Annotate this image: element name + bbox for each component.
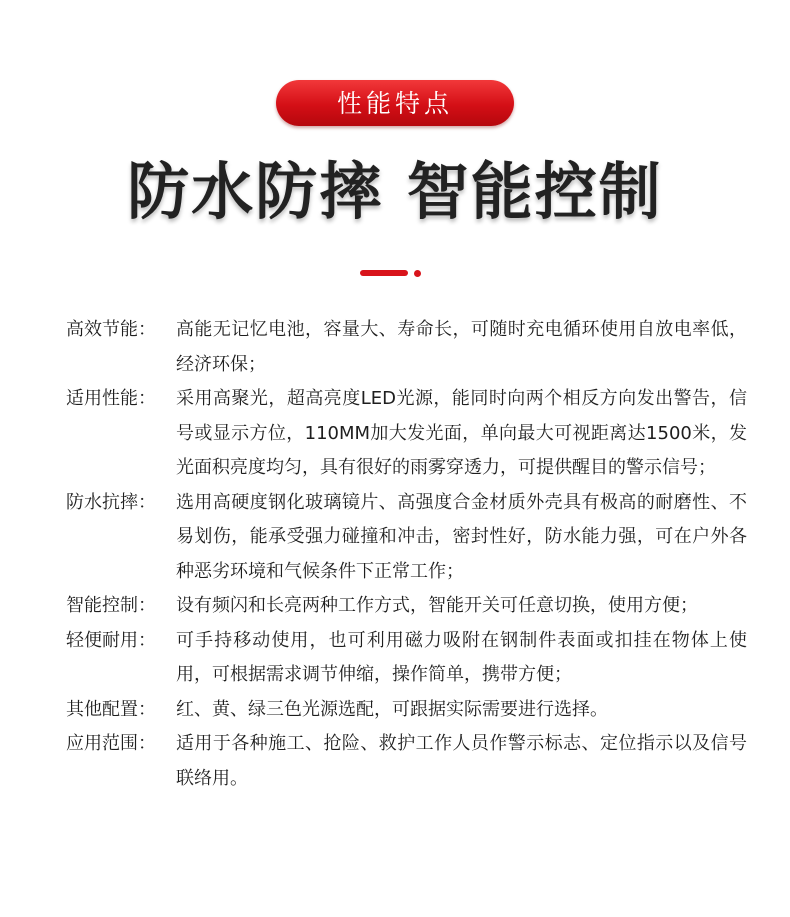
feature-label: 高效节能： <box>66 319 156 340</box>
feature-item-waterproof <box>66 486 756 590</box>
section-badge-label: 性能特点 <box>336 88 453 118</box>
feature-item-other-config <box>66 693 756 728</box>
feature-text: 设有频闪和长亮两种工作方式，智能开关可任意切换，使用方便； <box>176 595 698 616</box>
feature-item-application <box>66 727 756 796</box>
page-headline: 防水防摔 智能控制 <box>127 155 663 228</box>
feature-text: 适用于各种施工、抢险、救护工作人员作警示标志、定位指示以及信号联络用。 <box>176 733 747 789</box>
section-badge <box>276 80 514 126</box>
feature-item-efficiency <box>66 313 756 382</box>
feature-label: 应用范围： <box>66 733 156 754</box>
feature-label: 适用性能： <box>66 388 156 409</box>
feature-label: 轻便耐用： <box>66 629 156 651</box>
feature-text: 选用高硬度钢化玻璃镜片、高强度合金材质外壳具有极高的耐磨性、不易划伤，能承受强力碰撞和冲击，密封性好，防水能力强，可在户外各种恶劣环境和气候条件下正常工作； <box>176 491 747 582</box>
feature-item-smart-control <box>66 589 756 624</box>
feature-text: 红、黄、绿三色光源选配，可跟据实际需要进行选择。 <box>176 698 608 720</box>
feature-label: 防水抗摔： <box>66 491 156 513</box>
feature-label: 其他配置： <box>66 698 156 720</box>
divider-dash <box>360 270 408 276</box>
feature-item-portable <box>66 624 756 693</box>
feature-text: 可手持移动使用，也可利用磁力吸附在钢制件表面或扣挂在物体上使用，可根据需求调节伸缩，操作简单，携带方便； <box>176 629 747 685</box>
feature-text: 采用高聚光，超高亮度LED光源，能同时向两个相反方向发出警告，信号或显示方位，110MM加大发光面，单向最大可视距离达1500米，发光面积亮度均匀，具有很好的雨雾穿透力，可提供醒目的警示信号； <box>176 388 747 478</box>
feature-list <box>66 313 756 796</box>
divider-dot <box>414 270 421 277</box>
feature-label: 智能控制： <box>66 595 156 616</box>
feature-item-performance <box>66 382 756 486</box>
feature-text: 高能无记忆电池，容量大、寿命长，可随时充电循环使用自放电率低，经济环保； <box>176 319 747 375</box>
